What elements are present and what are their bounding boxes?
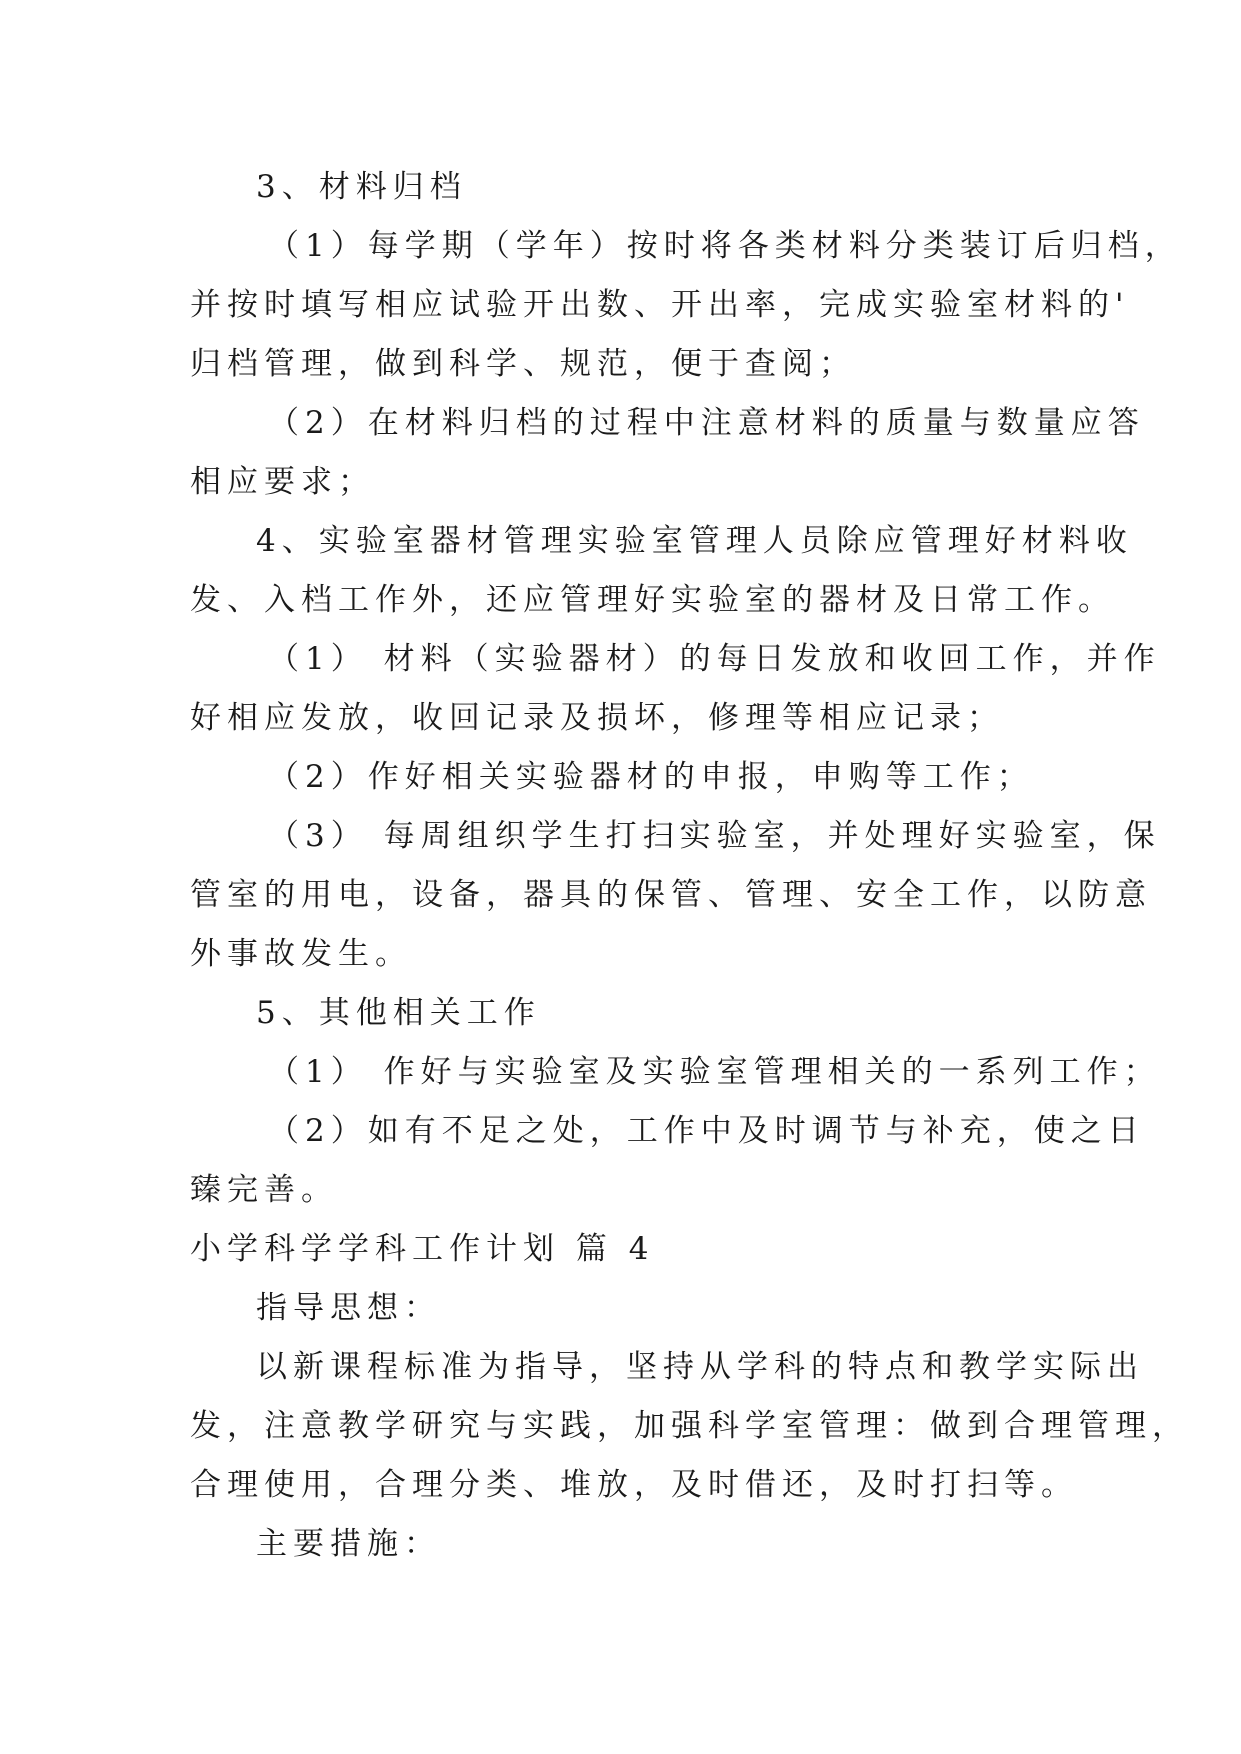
paragraph-line: （1）每学期（学年）按时将各类材料分类装订后归档， <box>268 228 1182 264</box>
paragraph-line: 发，注意教学研究与实践，加强科学室管理：做到合理管理， <box>190 1408 1189 1444</box>
paragraph-line: 合理使用，合理分类、堆放，及时借还，及时打扫等。 <box>190 1467 1078 1503</box>
paragraph-line: 发、入档工作外，还应管理好实验室的器材及日常工作。 <box>190 582 1115 618</box>
section-heading-4: 4、实验室器材管理实验室管理人员除应管理好材料收 <box>256 523 1133 559</box>
article-title: 小学科学学科工作计划 篇 4 <box>190 1231 655 1267</box>
paragraph-line: （1） 材料（实验器材）的每日发放和收回工作，并作 <box>268 641 1161 677</box>
paragraph-line: 好相应发放，收回记录及损坏，修理等相应记录； <box>190 700 1004 736</box>
document-body <box>190 158 1189 1574</box>
paragraph-line: 外事故发生。 <box>190 936 412 972</box>
paragraph-line: 相应要求； <box>190 464 375 500</box>
paragraph-line: 臻完善。 <box>190 1172 338 1208</box>
section-heading-5: 5、其他相关工作 <box>256 995 541 1031</box>
subheading-main-measures: 主要措施： <box>256 1526 441 1562</box>
subheading-guiding-ideology: 指导思想： <box>256 1290 441 1326</box>
paragraph-line: 以新课程标准为指导，坚持从学科的特点和教学实际出 <box>256 1349 1144 1385</box>
paragraph-line: （2）在材料归档的过程中注意材料的质量与数量应答 <box>268 405 1145 441</box>
section-heading-3: 3、材料归档 <box>256 169 467 205</box>
paragraph-line: （2）如有不足之处，工作中及时调节与补充，使之日 <box>268 1113 1145 1149</box>
paragraph-line: 归档管理，做到科学、规范，便于查阅； <box>190 346 856 382</box>
paragraph-line: （2）作好相关实验器材的申报，申购等工作； <box>268 759 1034 795</box>
paragraph-line: 管室的用电，设备，器具的保管、管理、安全工作，以防意 <box>190 877 1152 913</box>
paragraph-line: （3） 每周组织学生打扫实验室，并处理好实验室，保 <box>268 818 1161 854</box>
paragraph-line: 并按时填写相应试验开出数、开出率，完成实验室材料的' <box>190 287 1130 323</box>
paragraph-line: （1） 作好与实验室及实验室管理相关的一系列工作； <box>268 1054 1161 1090</box>
